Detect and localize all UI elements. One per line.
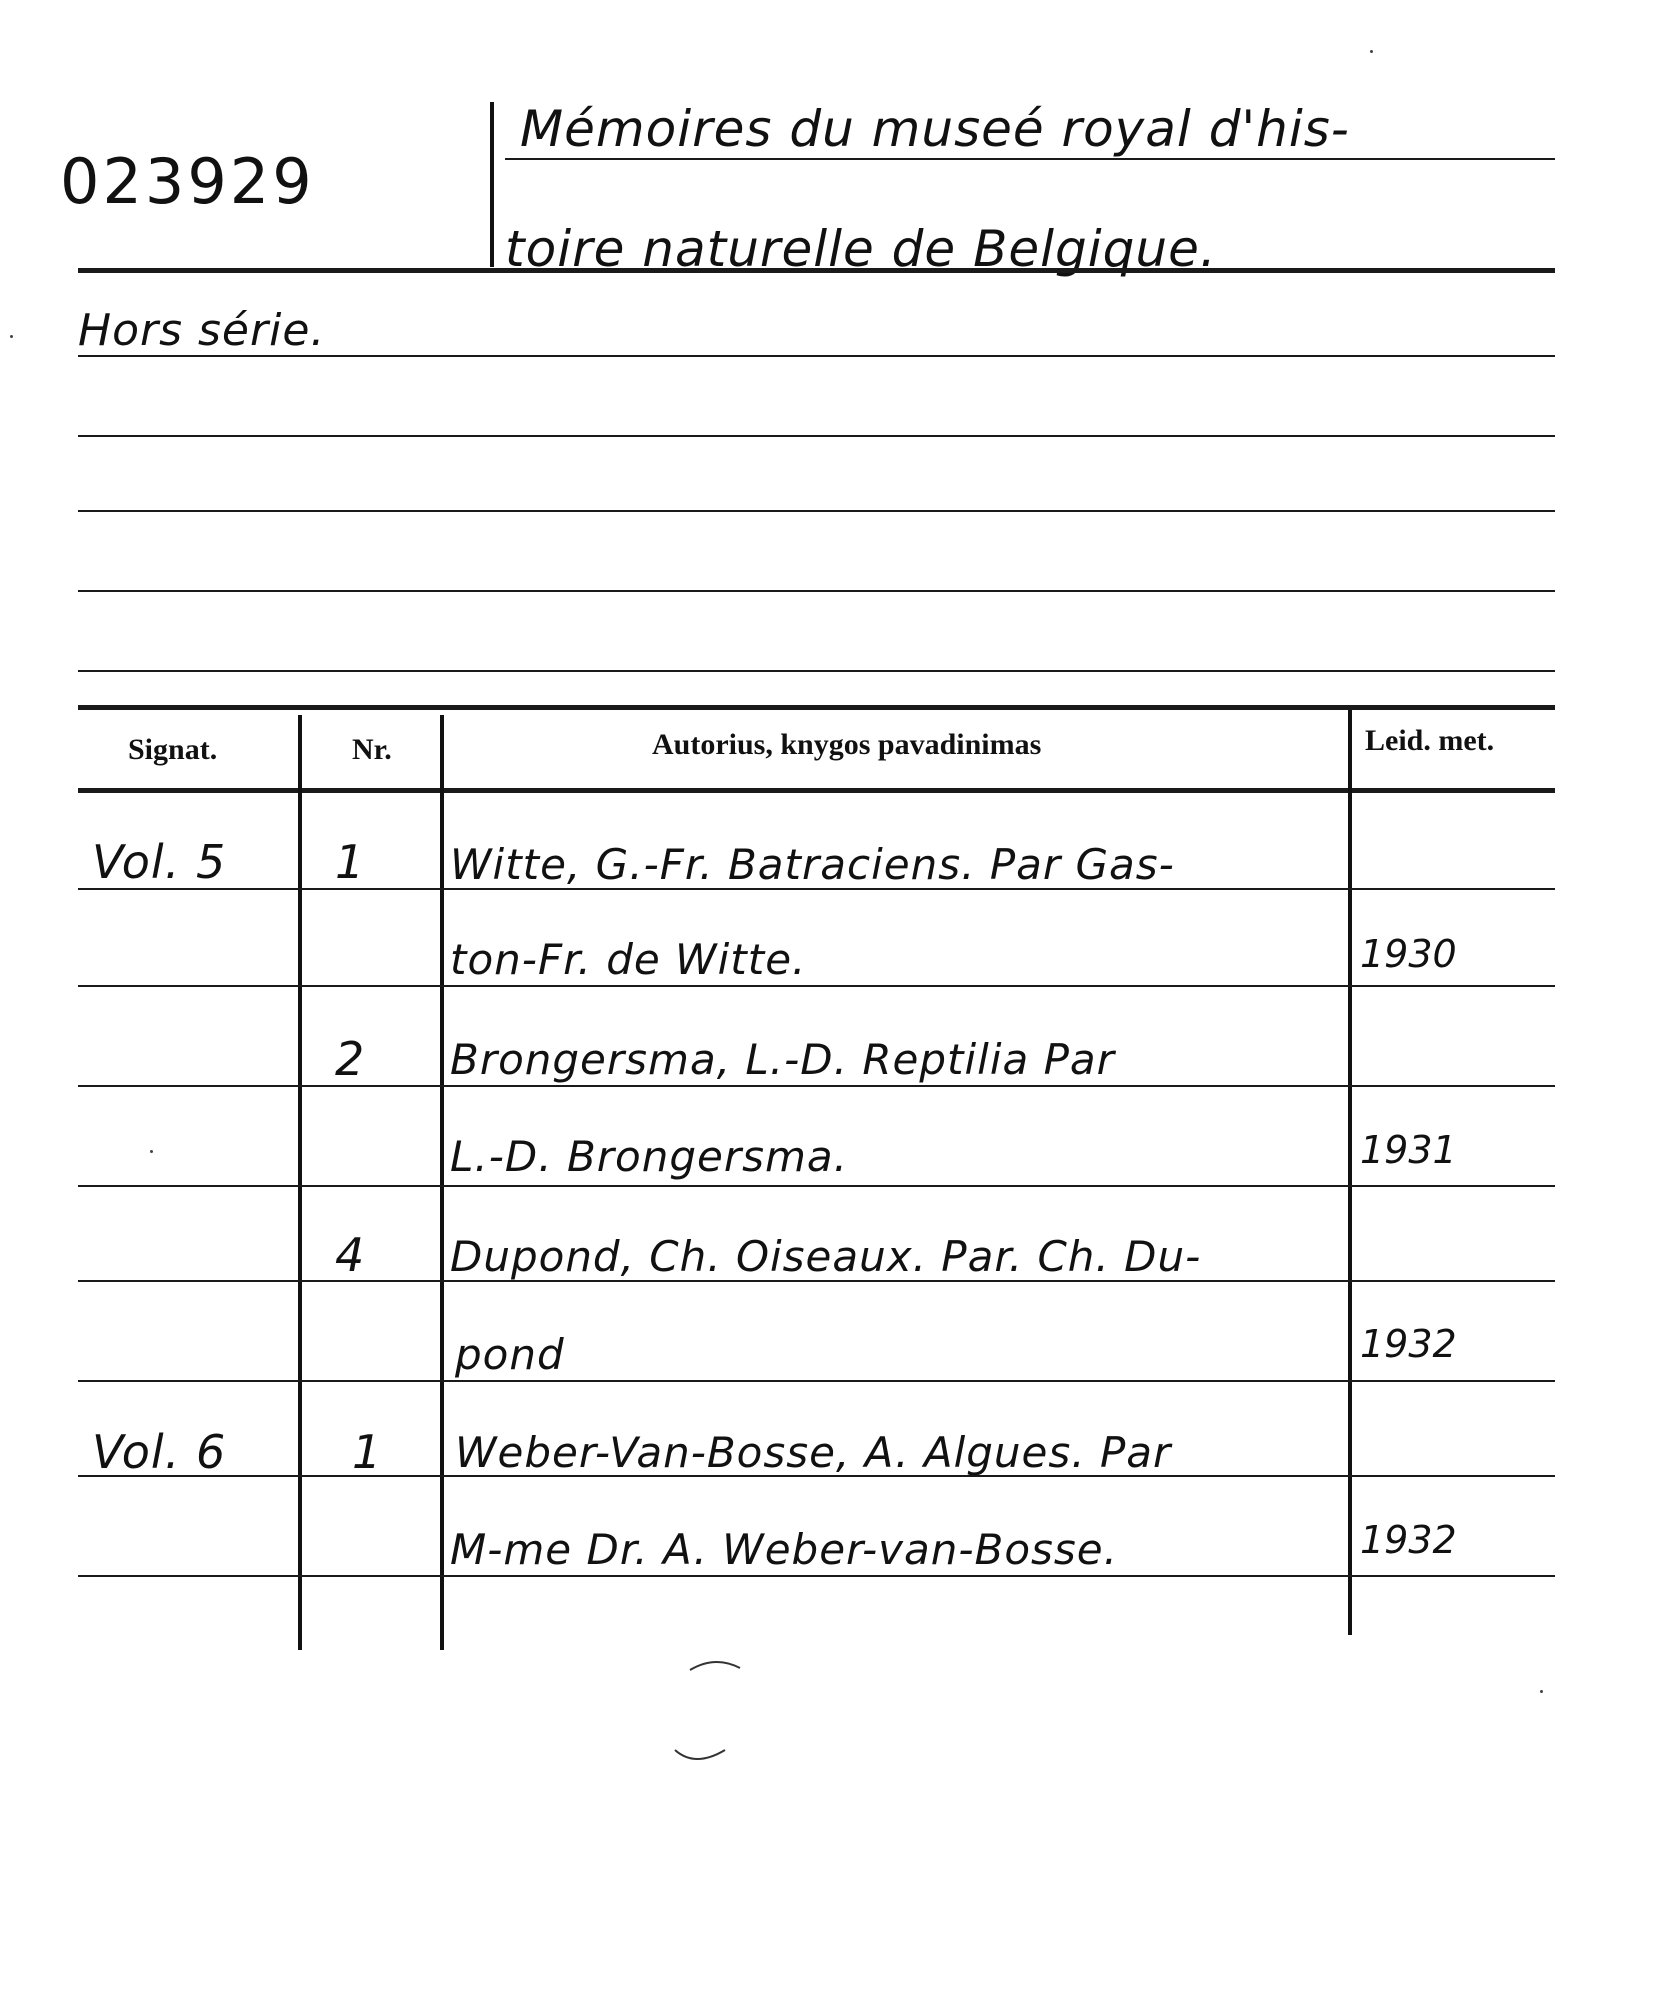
row-1-year: 1930 <box>1360 932 1457 976</box>
scan-mark <box>660 1650 770 1770</box>
header-nr: Nr. <box>352 733 392 766</box>
row-1-entry-line-1: Witte, G.-Fr. Batraciens. Par Gas- <box>450 840 1175 889</box>
row-2-entry-line-1: Brongersma, L.-D. Reptilia Par <box>450 1035 1115 1084</box>
ruled-line-1 <box>78 355 1555 357</box>
title-line-2: toire naturelle de Belgique. <box>505 220 1217 278</box>
row-3-entry-line-2: pond <box>455 1330 565 1379</box>
row-4-year: 1932 <box>1360 1518 1457 1562</box>
scan-speck <box>10 335 13 338</box>
title-divider <box>490 102 494 267</box>
row-2-entry-line-2: L.-D. Brongersma. <box>450 1132 848 1181</box>
title-line-1: Mémoires du museé royal d'his- <box>520 100 1350 158</box>
row-line <box>78 1185 1555 1187</box>
column-divider-1 <box>298 715 302 1650</box>
ruled-line-5 <box>78 670 1555 672</box>
row-1-nr: 1 <box>335 835 366 889</box>
row-4-nr: 1 <box>352 1425 383 1479</box>
row-line <box>78 1380 1555 1382</box>
title-underline-1 <box>505 158 1555 160</box>
series-note: Hors série. <box>78 305 326 356</box>
scan-speck <box>1370 50 1373 53</box>
row-3-nr: 4 <box>335 1228 366 1282</box>
ruled-line-3 <box>78 510 1555 512</box>
header-author: Autorius, knygos pavadinimas <box>652 728 1042 761</box>
row-line <box>78 1085 1555 1087</box>
card-number: 023929 <box>60 145 315 218</box>
row-2-year: 1931 <box>1360 1128 1457 1172</box>
column-divider-3 <box>1348 710 1352 1635</box>
row-4-entry-line-2: M-me Dr. A. Weber-van-Bosse. <box>450 1525 1118 1574</box>
title-rule <box>78 268 1555 273</box>
scan-speck <box>1540 1690 1543 1693</box>
ruled-line-4 <box>78 590 1555 592</box>
row-line <box>78 985 1555 987</box>
row-2-nr: 2 <box>335 1032 366 1086</box>
scan-speck <box>150 1150 153 1153</box>
header-year: Leid. met. <box>1365 724 1495 757</box>
row-3-year: 1932 <box>1360 1322 1457 1366</box>
column-divider-2 <box>440 715 444 1650</box>
row-4-entry-line-1: Weber-Van-Bosse, A. Algues. Par <box>455 1428 1172 1477</box>
ruled-line-2 <box>78 435 1555 437</box>
table-top-rule <box>78 705 1555 710</box>
row-1-entry-line-2: ton-Fr. de Witte. <box>450 935 807 984</box>
row-1-signat: Vol. 5 <box>92 835 227 889</box>
row-3-entry-line-1: Dupond, Ch. Oiseaux. Par. Ch. Du- <box>450 1232 1202 1281</box>
header-signat: Signat. <box>128 733 218 766</box>
row-line <box>78 1575 1555 1577</box>
row-4-signat: Vol. 6 <box>92 1425 227 1479</box>
